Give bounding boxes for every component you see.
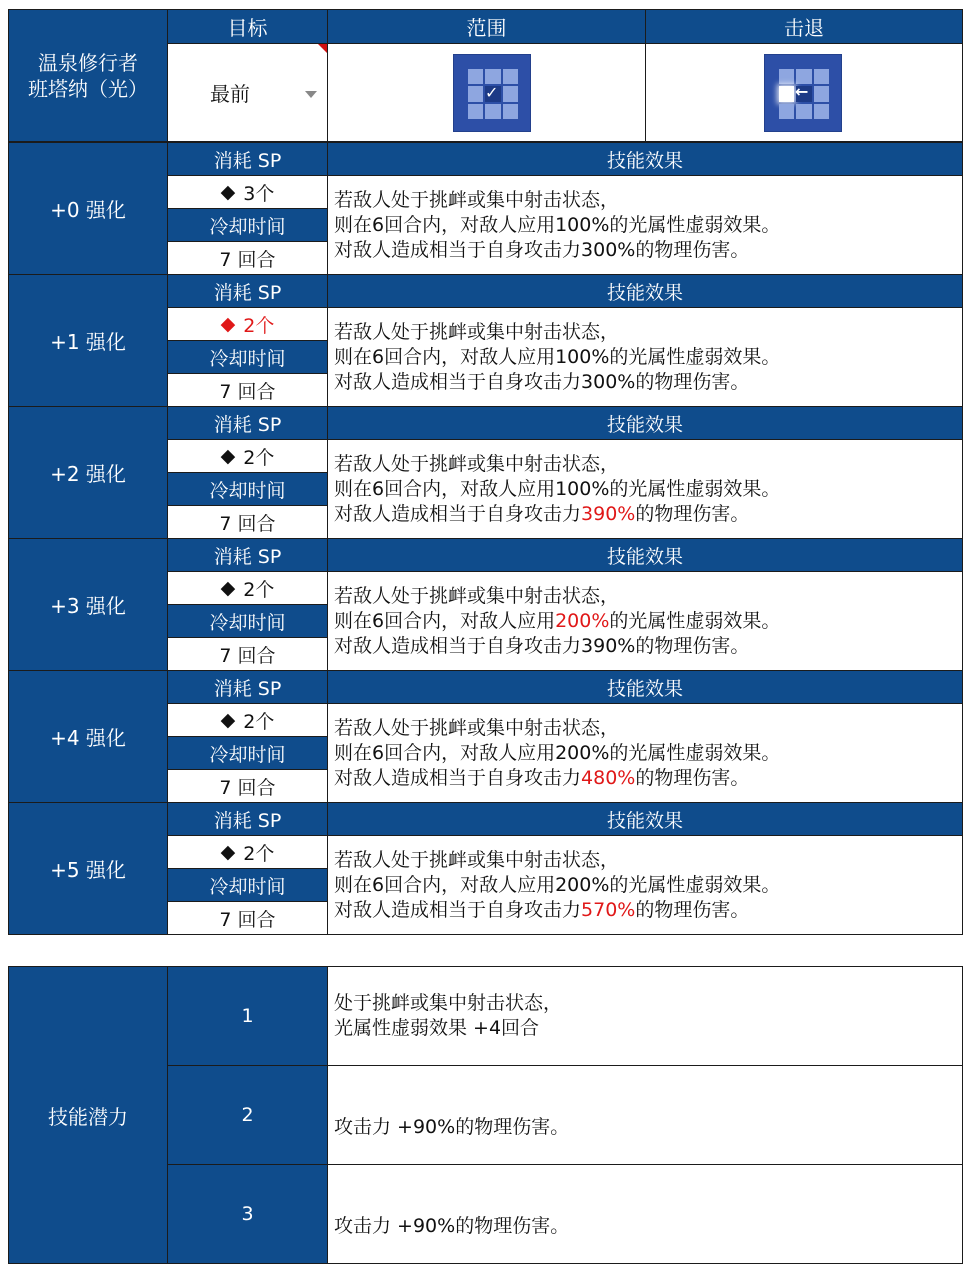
- level-label: +5 强化: [8, 802, 168, 935]
- potential-table: [8, 966, 963, 1264]
- sp-count: 2个: [243, 842, 275, 865]
- range-header: 范围: [327, 9, 646, 44]
- potential-label: 技能潜力: [8, 966, 168, 1264]
- sp-count: 2个: [243, 446, 275, 469]
- effect-line: 对敌人造成相当于自身攻击力390%的物理伤害。: [334, 502, 750, 525]
- character-name-line2: 班塔纳（光）: [28, 76, 148, 101]
- character-name-cell: [8, 9, 168, 142]
- cooldown-value: 7 回合: [167, 637, 328, 671]
- diamond-icon: ◆: [220, 313, 236, 335]
- effect-text: [327, 571, 963, 671]
- sp-header: 消耗 SP: [167, 802, 328, 836]
- potential-lines: 处于挑衅或集中射击状态， 光属性虚弱效果 +4回合: [334, 992, 563, 1039]
- effect-header: 技能效果: [327, 538, 963, 572]
- effect-line: 若敌人处于挑衅或集中射击状态，: [334, 848, 620, 871]
- effect-line: 对敌人造成相当于自身攻击力480%的物理伤害。: [334, 766, 750, 789]
- effect-header: 技能效果: [327, 142, 963, 176]
- cooldown-value: 7 回合: [167, 373, 328, 407]
- cooldown-value: 7 回合: [167, 769, 328, 803]
- sp-count: 2个: [243, 314, 275, 337]
- target-value: 最前: [210, 82, 250, 106]
- sp-header: 消耗 SP: [167, 670, 328, 704]
- effect-line: 若敌人处于挑衅或集中射击状态，: [334, 452, 620, 475]
- cooldown-header: 冷却时间: [167, 208, 328, 242]
- diamond-icon: ◆: [220, 709, 236, 731]
- target-select[interactable]: [167, 43, 328, 142]
- sp-value: [167, 175, 328, 209]
- skill-table: [8, 9, 963, 935]
- effect-line: 则在6回合内，对敌人应用200%的光属性虚弱效果。: [334, 873, 781, 896]
- level-label: +0 强化: [8, 142, 168, 275]
- sp-value: [167, 307, 328, 341]
- sp-value: [167, 835, 328, 869]
- effect-line: 对敌人造成相当于自身攻击力390%的物理伤害。: [334, 634, 750, 657]
- effect-line: 若敌人处于挑衅或集中射击状态，: [334, 188, 620, 211]
- effect-header: 技能效果: [327, 802, 963, 836]
- effect-lines: [334, 452, 780, 527]
- sp-header: 消耗 SP: [167, 142, 328, 176]
- sp-value: [167, 703, 328, 737]
- cooldown-header: 冷却时间: [167, 604, 328, 638]
- effect-text: [327, 439, 963, 539]
- dropdown-caret-icon: [305, 91, 317, 98]
- effect-header: 技能效果: [327, 406, 963, 440]
- knockback-cell: [645, 43, 963, 142]
- effect-lines: [334, 848, 780, 923]
- sp-header: 消耗 SP: [167, 406, 328, 440]
- potential-text: [327, 966, 963, 1066]
- potential-lines: 攻击力 +90%的物理伤害。: [334, 1215, 570, 1237]
- effect-line: 若敌人处于挑衅或集中射击状态，: [334, 584, 620, 607]
- effect-line: 对敌人造成相当于自身攻击力570%的物理伤害。: [334, 898, 750, 921]
- target-header: 目标: [167, 9, 328, 44]
- effect-line: 则在6回合内，对敌人应用100%的光属性虚弱效果。: [334, 477, 781, 500]
- potential-number: 2: [167, 1065, 328, 1165]
- effect-line: 对敌人造成相当于自身攻击力300%的物理伤害。: [334, 370, 750, 393]
- diamond-icon: ◆: [220, 577, 236, 599]
- effect-line: 若敌人处于挑衅或集中射击状态，: [334, 716, 620, 739]
- potential-text: [327, 1065, 963, 1165]
- effect-text: [327, 307, 963, 407]
- grid-arrow-left-icon: ←: [764, 54, 842, 132]
- effect-line: 若敌人处于挑衅或集中射击状态，: [334, 320, 620, 343]
- effect-line: 对敌人造成相当于自身攻击力300%的物理伤害。: [334, 238, 750, 261]
- potential-number: 3: [167, 1164, 328, 1264]
- effect-line: 则在6回合内，对敌人应用200%的光属性虚弱效果。: [334, 741, 781, 764]
- effect-line: 则在6回合内，对敌人应用200%的光属性虚弱效果。: [334, 609, 781, 632]
- effect-line: 则在6回合内，对敌人应用100%的光属性虚弱效果。: [334, 213, 781, 236]
- diamond-icon: ◆: [220, 841, 236, 863]
- highlight-value: 480%: [581, 766, 636, 789]
- knockback-header: 击退: [645, 9, 963, 44]
- effect-header: 技能效果: [327, 274, 963, 308]
- sp-count: 2个: [243, 710, 275, 733]
- character-name-line1: 温泉修行者: [38, 50, 138, 75]
- potential-text: [327, 1164, 963, 1264]
- effect-lines: [334, 188, 780, 263]
- cooldown-header: 冷却时间: [167, 736, 328, 770]
- cooldown-value: 7 回合: [167, 505, 328, 539]
- potential-number: 1: [167, 966, 328, 1066]
- highlight-value: 200%: [555, 609, 610, 632]
- cooldown-header: 冷却时间: [167, 340, 328, 374]
- cooldown-value: 7 回合: [167, 241, 328, 275]
- effect-lines: [334, 584, 780, 659]
- range-cell: [327, 43, 646, 142]
- sp-count: 2个: [243, 578, 275, 601]
- diamond-icon: ◆: [220, 445, 236, 467]
- potential-lines: 攻击力 +90%的物理伤害。: [334, 1116, 570, 1138]
- level-label: +3 强化: [8, 538, 168, 671]
- level-label: +4 强化: [8, 670, 168, 803]
- sp-header: 消耗 SP: [167, 274, 328, 308]
- sp-count: 3个: [243, 182, 275, 205]
- cooldown-header: 冷却时间: [167, 472, 328, 506]
- effect-line: 则在6回合内，对敌人应用100%的光属性虚弱效果。: [334, 345, 781, 368]
- cooldown-value: 7 回合: [167, 901, 328, 935]
- cooldown-header: 冷却时间: [167, 868, 328, 902]
- comment-flag-icon: [318, 44, 327, 53]
- effect-lines: [334, 320, 780, 395]
- effect-header: 技能效果: [327, 670, 963, 704]
- diamond-icon: ◆: [220, 181, 236, 203]
- sp-header: 消耗 SP: [167, 538, 328, 572]
- effect-lines: [334, 716, 780, 791]
- grid-checkmark-icon: ✓: [453, 54, 531, 132]
- effect-text: [327, 835, 963, 935]
- highlight-value: 570%: [581, 898, 636, 921]
- level-label: +1 强化: [8, 274, 168, 407]
- effect-text: [327, 703, 963, 803]
- sp-value: [167, 571, 328, 605]
- level-label: +2 强化: [8, 406, 168, 539]
- sp-value: [167, 439, 328, 473]
- effect-text: [327, 175, 963, 275]
- highlight-value: 390%: [581, 502, 636, 525]
